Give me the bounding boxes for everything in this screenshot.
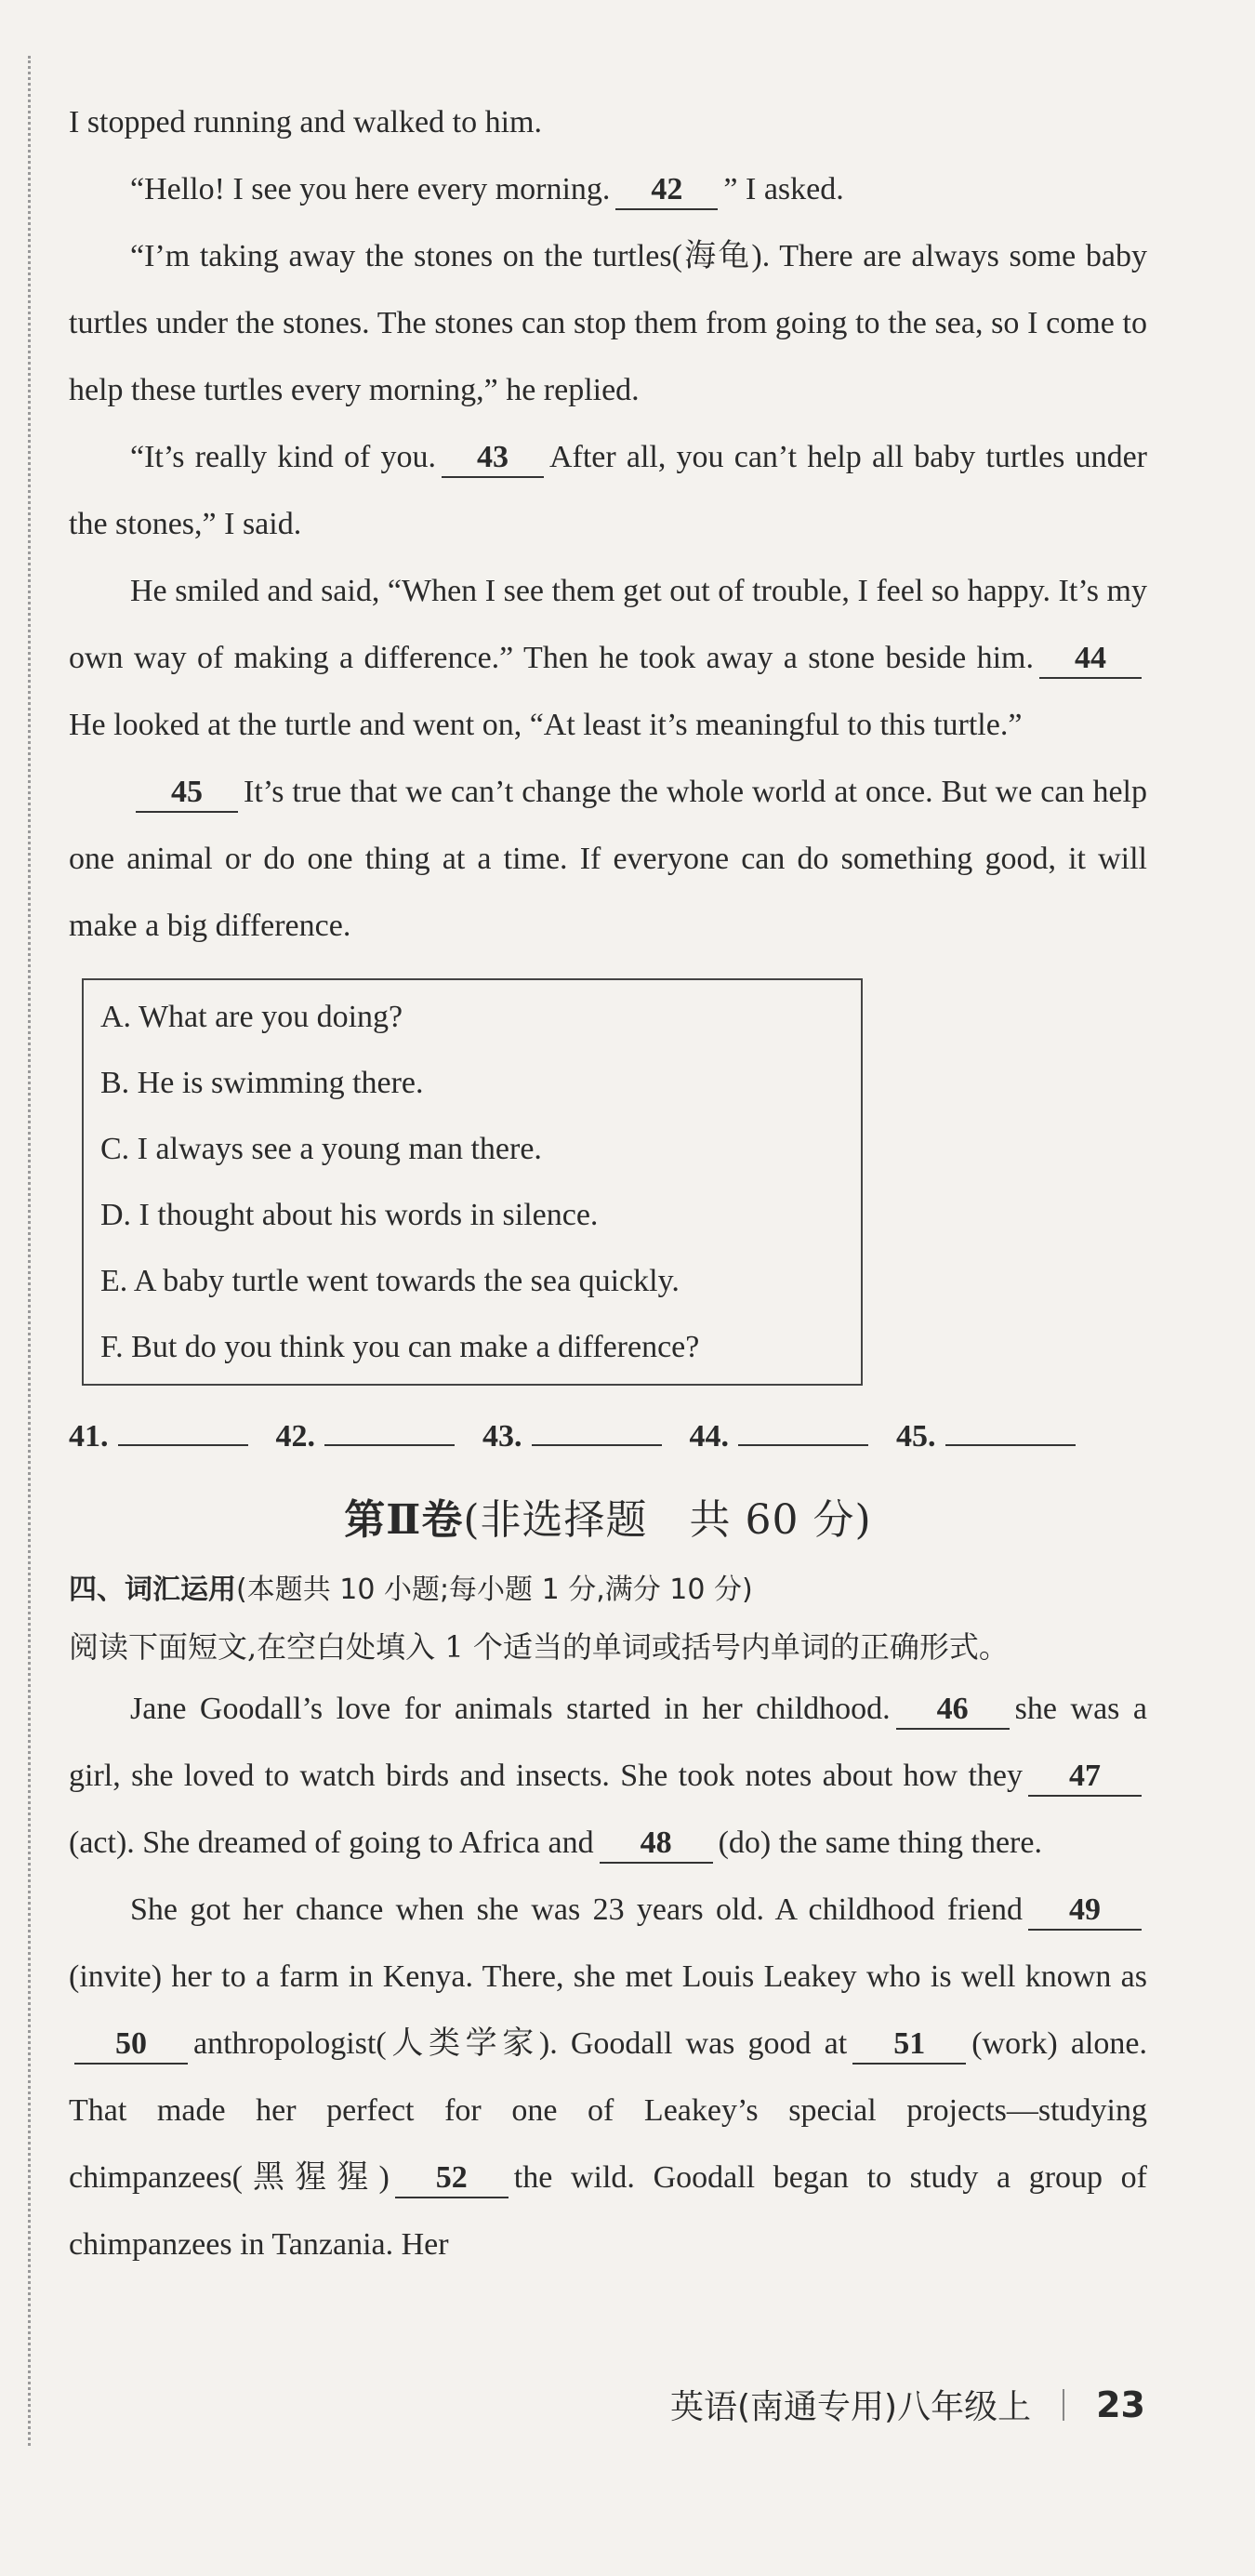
answer-41[interactable]: 41.	[69, 1402, 248, 1471]
answer-43[interactable]: 43.	[482, 1402, 662, 1471]
passage-paragraph-q43: “It’s really kind of you. 43 After all, you can’t help all baby turtles under the stones,” I said.	[69, 440, 1148, 541]
option-c: C. I always see a young man there.	[100, 1132, 542, 1166]
blank-42[interactable]: 42	[615, 171, 718, 210]
blank-45[interactable]: 45	[136, 774, 238, 813]
answer-44[interactable]: 44.	[690, 1402, 869, 1471]
part-header: 四、词汇运用(本题共 10 小题;每小题 1 分,满分 10 分)	[69, 1573, 753, 1606]
blank-52[interactable]: 52	[395, 2159, 509, 2198]
passage-paragraph-turtles: “I’m taking away the stones on the turtles(海龟). There are always some baby turtles under the stones. The stones can stop them from going to the sea, so I come to help these turtles every morning,” he replied.	[69, 239, 1147, 407]
passage2-paragraph-2: She got her chance when she was 23 years old. A childhood friend 49(invite) her to a farm in Kenya. There, she met Louis Leakey who is well known as50 anthropologist(人类学家). Goodall was good at 51 (work) alone. That made her perfect for one of Leakey’s special projects—studying chimpanzees(黑猩猩) 52 the wild. Goodall began to study a group of chimpanzees in Tanzania. Her	[69, 1892, 1147, 2262]
blank-49[interactable]: 49	[1028, 1892, 1142, 1931]
blank-50[interactable]: 50	[74, 2025, 188, 2065]
footer-divider	[1063, 2389, 1064, 2421]
option-a: A. What are you doing?	[100, 1000, 403, 1034]
footer-subject: 英语(南通专用)八年级上	[670, 2388, 1032, 2426]
page-number: 23	[1096, 2383, 1145, 2425]
page-content	[69, 89, 1147, 2278]
page-footer	[670, 2381, 1145, 2428]
section-title: 第Ⅱ卷(非选择题 共 60 分)	[344, 1496, 872, 1544]
passage2-paragraph-1: Jane Goodall’s love for animals started in her childhood. 46 she was a girl, she loved to watch birds and insects. She took notes about how they 47(act). She dreamed of going to Africa and 48 (do) the same thing there.	[69, 1676, 1147, 1877]
blank-51[interactable]: 51	[852, 2025, 966, 2065]
option-d: D. I thought about his words in silence.	[100, 1198, 599, 1232]
option-e: E. A baby turtle went towards the sea quickly.	[100, 1264, 680, 1298]
passage-paragraph-q42: “Hello! I see you here every morning. 42 ” I asked.	[69, 156, 1147, 223]
blank-48[interactable]: 48	[600, 1825, 713, 1864]
answer-row	[69, 1402, 1147, 1471]
options-box	[82, 978, 863, 1386]
blank-47[interactable]: 47	[1028, 1758, 1142, 1797]
blank-46[interactable]: 46	[896, 1691, 1010, 1730]
passage-line: I stopped running and walked to him.	[69, 105, 542, 139]
passage-paragraph-q44: He smiled and said, “When I see them get out of trouble, I feel so happy. It’s my own way of making a difference.” Then he took away a stone beside him. 44He looked at the turtle and went on, “At least it’s meaningful to this turtle.”	[69, 574, 1147, 742]
answer-42[interactable]: 42.	[276, 1402, 456, 1471]
blank-43[interactable]: 43	[442, 439, 544, 478]
option-f: F. But do you think you can make a difference?	[100, 1330, 700, 1364]
option-b: B. He is swimming there.	[100, 1066, 424, 1100]
binding-margin-line	[28, 56, 31, 2446]
blank-44[interactable]: 44	[1039, 640, 1142, 679]
passage-paragraph-q45: 45 It’s true that we can’t change the whole world at once. But we can help one animal or do one thing at a time. If everyone can do something good, it will make a big difference.	[69, 775, 1147, 943]
answer-45[interactable]: 45.	[896, 1402, 1076, 1471]
instruction: 阅读下面短文,在空白处填入 1 个适当的单词或括号内单词的正确形式。	[69, 1629, 1009, 1665]
